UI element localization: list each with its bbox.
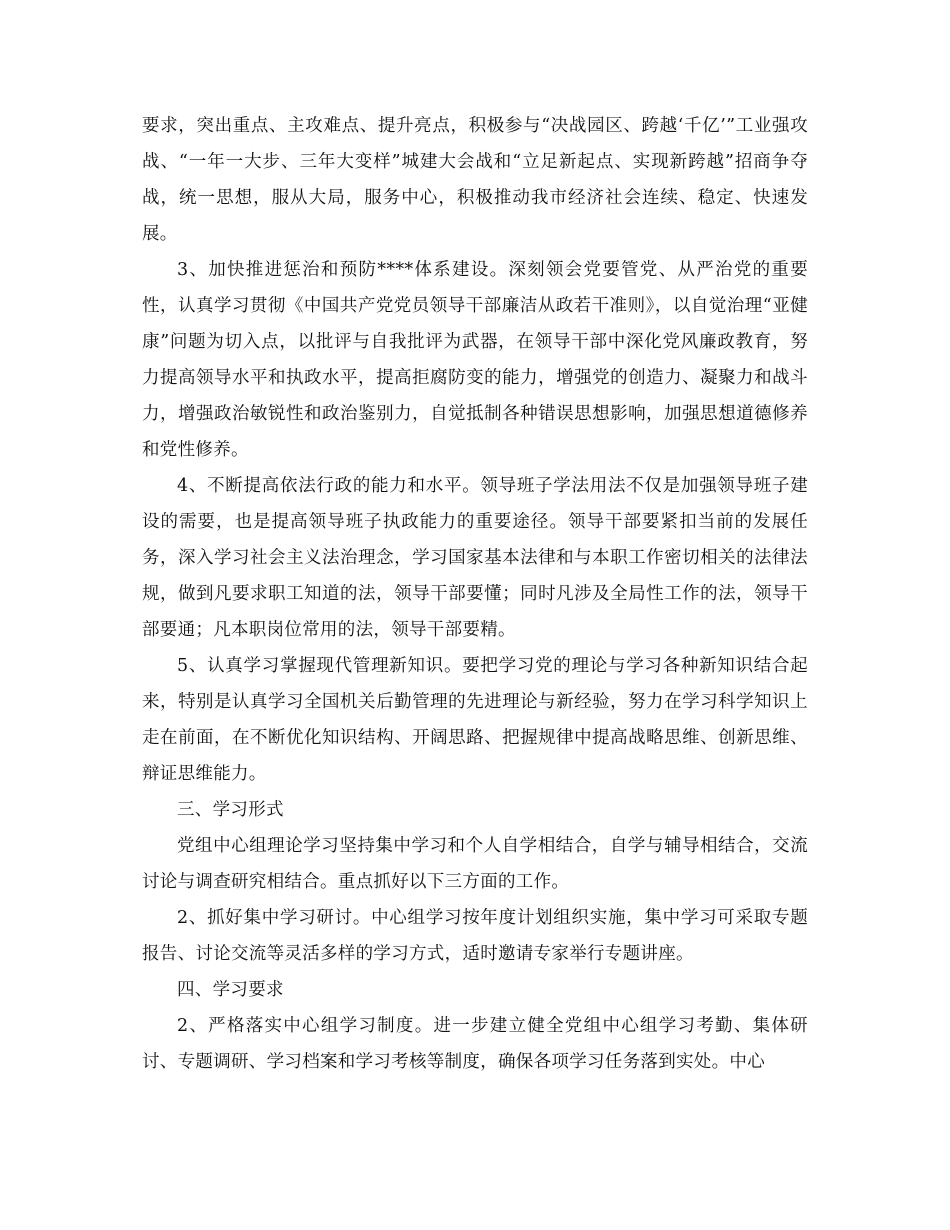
paragraph-continuation: 要求，突出重点、主攻难点、提升亮点，积极参与“决战园区、跨越‘千亿’”工业强攻战、“一年一大步、三年大变样”城建大会战和“立足新起点、实现新跨越”招商争夺战，统一思想，服从大局，服务中心，积极推动我市经济社会连续、稳定、快速发展。 bbox=[142, 116, 808, 244]
paragraph-item-5: 5、认真学习掌握现代管理新知识。要把学习党的理论与学习各种新知识结合起来，特别是认真学习全国机关后勤管理的先进理论与新经验，努力在学习科学知识上走在前面，在不断优化知识结构、开阔思路、把握规律中提高战略思维、创新思维、辩证思维能力。 bbox=[142, 656, 808, 784]
paragraph-item-2-system: 2、严格落实中心组学习制度。进一步建立健全党组中心组学习考勤、集体研讨、专题调研、学习档案和学习考核等制度，确保各项学习任务落到实处。中心 bbox=[142, 1016, 808, 1072]
paragraph-learning-form: 党组中心组理论学习坚持集中学习和个人自学相结合，自学与辅导相结合，交流讨论与调查研究相结合。重点抓好以下三方面的工作。 bbox=[142, 836, 808, 892]
paragraph-item-3: 3、加快推进惩治和预防****体系建设。深刻领会党要管党、从严治党的重要性，认真学习贯彻《中国共产党党员领导干部廉洁从政若干准则》，以自觉治理“亚健康”问题为切入点，以批评与自我批评为武器，在领导干部中深化党风廉政教育，努力提高领导水平和执政水平，提高拒腐防变的能力，增强党的创造力、凝聚力和战斗力，增强政治敏锐性和政治鉴别力，自觉抵制各种错误思想影响，加强思想道德修养和党性修养。 bbox=[142, 260, 808, 460]
paragraph-item-4: 4、不断提高依法行政的能力和水平。领导班子学法用法不仅是加强领导班子建设的需要，也是提高领导班子执政能力的重要途径。领导干部要紧扣当前的发展任务，深入学习社会主义法治理念，学习国家基本法律和与本职工作密切相关的法律法规，做到凡要求职工知道的法，领导干部要懂；同时凡涉及全局性工作的法，领导干部要通；凡本职岗位常用的法，领导干部要精。 bbox=[142, 476, 808, 640]
section-heading-learning-requirements: 四、学习要求 bbox=[177, 980, 284, 1000]
section-heading-learning-form: 三、学习形式 bbox=[177, 800, 284, 820]
paragraph-item-2-study: 2、抓好集中学习研讨。中心组学习按年度计划组织实施，集中学习可采取专题报告、讨论交流等灵活多样的学习方式，适时邀请专家举行专题讲座。 bbox=[142, 908, 808, 964]
document-body bbox=[142, 108, 808, 1080]
